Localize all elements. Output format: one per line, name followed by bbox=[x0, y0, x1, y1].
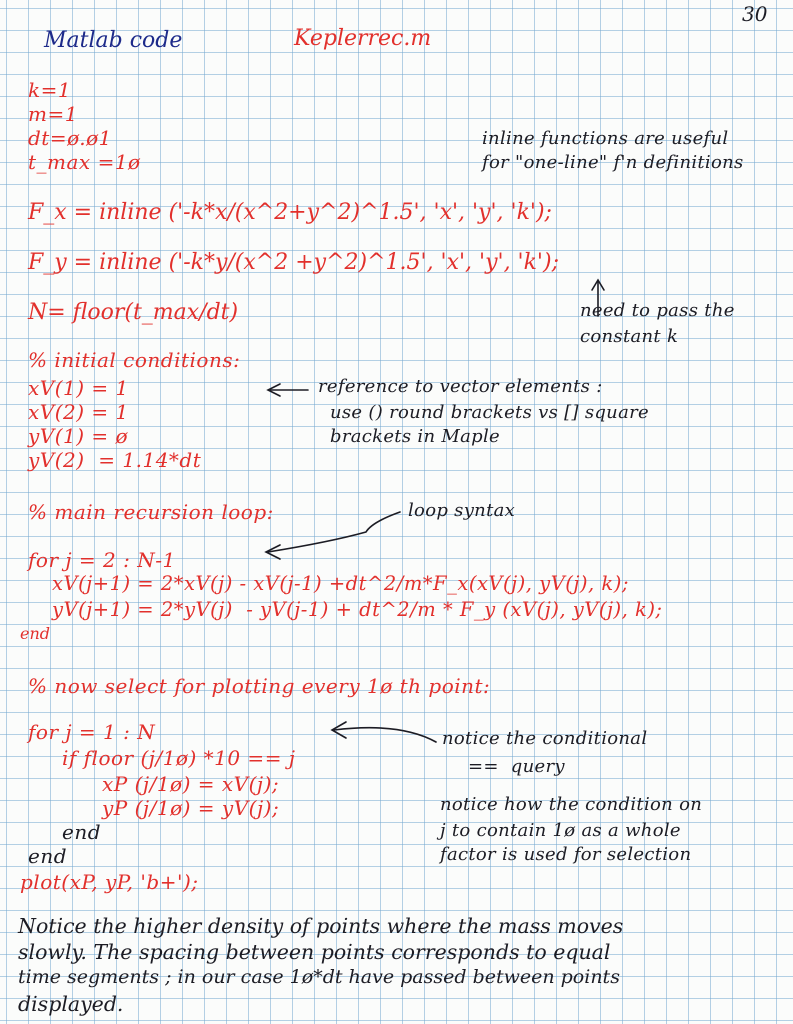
arrow-to-if bbox=[334, 728, 436, 742]
code-line-dt: dt=ø.ø1 bbox=[28, 126, 112, 150]
note-reference-line3: brackets in Maple bbox=[330, 426, 500, 447]
footer-line2: slowly. The spacing between points corresponds to equal bbox=[18, 940, 611, 964]
note-loop-syntax: loop syntax bbox=[408, 500, 516, 521]
note-pass-line1: need to pass the bbox=[580, 300, 735, 321]
code-line-yv1: yV(1) = ø bbox=[28, 424, 129, 448]
code-line-yp: yP (j/1ø) = yV(j); bbox=[102, 796, 280, 820]
code-line-xv1: xV(1) = 1 bbox=[28, 376, 129, 400]
code-line-x-recursion: xV(j+1) = 2*xV(j) - xV(j-1) +dt^2/m*F_x(xV(j), yV(j), k); bbox=[52, 572, 629, 595]
code-line-m: m=1 bbox=[28, 102, 78, 126]
code-line-y-recursion: yV(j+1) = 2*yV(j) - yV(j-1) + dt^2/m * F_y (xV(j), yV(j), k); bbox=[52, 598, 663, 621]
code-line-k: k=1 bbox=[28, 78, 72, 102]
note-inline-line1: inline functions are useful bbox=[482, 128, 729, 149]
code-line-fx: F_x = inline ('-k*x/(x^2+y^2)^1.5', 'x', 'y', 'k'); bbox=[28, 200, 552, 225]
file-name: Keplerrec.m bbox=[294, 26, 432, 51]
note-reference-line1: reference to vector elements : bbox=[318, 376, 603, 397]
footer-line4: displayed. bbox=[18, 992, 124, 1016]
note-conditional-line1: notice the conditional bbox=[442, 728, 648, 749]
note-condition-line2: j to contain 1ø as a whole bbox=[440, 820, 681, 841]
code-line-for-select: for j = 1 : N bbox=[28, 720, 156, 744]
comment-initial-conditions: % initial conditions: bbox=[28, 348, 241, 372]
code-line-xp: xP (j/1ø) = xV(j); bbox=[102, 772, 280, 796]
note-conditional-line2: == query bbox=[468, 756, 565, 777]
code-line-for-recursion: for j = 2 : N-1 bbox=[28, 548, 176, 572]
code-line-yv2: yV(2) = 1.14*dt bbox=[28, 448, 202, 472]
page-title: Matlab code bbox=[44, 28, 183, 53]
code-line-xv2: xV(2) = 1 bbox=[28, 400, 129, 424]
code-line-tmax: t_max =1ø bbox=[28, 150, 141, 174]
footer-line1: Notice the higher density of points where the mass moves bbox=[18, 914, 624, 938]
comment-main-loop: % main recursion loop: bbox=[28, 500, 274, 524]
code-line-fy: F_y = inline ('-k*y/(x^2 +y^2)^1.5', 'x', 'y', 'k'); bbox=[28, 250, 559, 275]
code-line-plot: plot(xP, yP, 'b+'); bbox=[20, 870, 199, 894]
code-line-if: if floor (j/1ø) *10 == j bbox=[62, 746, 296, 770]
note-inline-line2: for "one-line" f'n definitions bbox=[482, 152, 744, 173]
arrow-to-for-loop bbox=[268, 512, 400, 552]
note-condition-line1: notice how the condition on bbox=[440, 794, 703, 815]
code-line-n: N= floor(t_max/dt) bbox=[28, 300, 239, 325]
code-line-end-inner: end bbox=[62, 820, 102, 844]
note-reference-line2: use () round brackets vs [] square bbox=[330, 402, 649, 423]
code-line-end-recursion: end bbox=[20, 624, 51, 643]
note-condition-line3: factor is used for selection bbox=[440, 844, 692, 865]
page-number: 30 bbox=[742, 2, 768, 26]
note-pass-line2: constant k bbox=[580, 326, 679, 347]
comment-select-plotting: % now select for plotting every 1ø th point: bbox=[28, 674, 491, 698]
footer-line3: time segments ; in our case 1ø*dt have passed between points bbox=[18, 966, 620, 988]
code-line-end-outer: end bbox=[28, 844, 68, 868]
